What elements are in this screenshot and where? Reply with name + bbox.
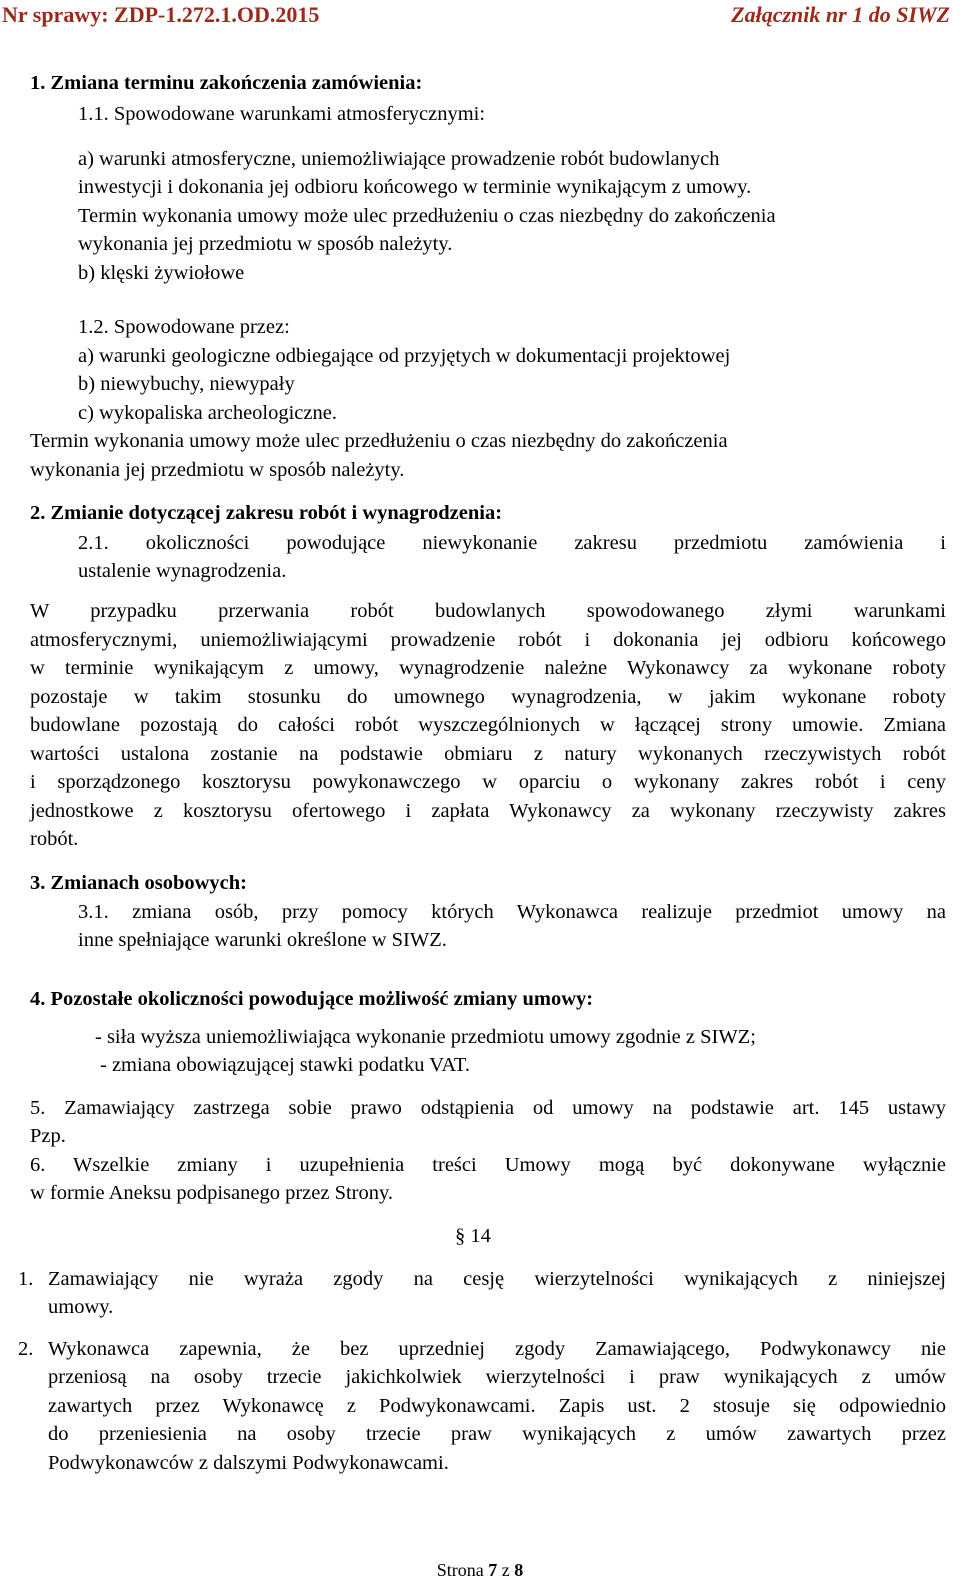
- section6-line: 6. Wszelkie zmiany i uzupełnienia treści Umowy mogą być dokonywane wyłącznie: [30, 1154, 946, 1176]
- section5-line: Pzp.: [30, 1125, 66, 1147]
- section1-heading: 1. Zmiana terminu zakończenia zamówienia:: [30, 72, 423, 94]
- paragraph14-item1-number: 1.: [18, 1268, 34, 1290]
- paragraph14-item2-number: 2.: [18, 1338, 34, 1360]
- section3-line: inne spełniające warunki określone w SIWZ.: [78, 929, 447, 951]
- section1-sub1-line: inwestycji i dokonania jej odbioru końcowego w terminie wynikającym z umowy.: [78, 176, 752, 198]
- section3-heading: 3. Zmianach osobowych:: [30, 872, 247, 894]
- section2-paragraph-line: w terminie wynikającym z umowy, wynagrodzenie należne Wykonawcy za wykonane roboty: [30, 657, 946, 679]
- section1-sub1-line: a) warunki atmosferyczne, uniemożliwiające prowadzenie robót budowlanych: [78, 148, 720, 170]
- section1-closing-line: Termin wykonania umowy może ulec przedłużeniu o czas niezbędny do zakończenia: [30, 430, 728, 452]
- section6-line: w formie Aneksu podpisanego przez Strony.: [30, 1182, 394, 1204]
- paragraph14-item2-line: do przeniesienia na osoby trzecie praw wynikających z umów zawartych przez: [48, 1423, 946, 1445]
- section1-sub2-heading: 1.2. Spowodowane przez:: [78, 316, 290, 338]
- section2-paragraph-line: jednostkowe z kosztorysu ofertowego i zapłata Wykonawcy za wykonany rzeczywisty zakres: [30, 800, 946, 822]
- section1-sub2-line: a) warunki geologiczne odbiegające od przyjętych w dokumentacji projektowej: [78, 345, 731, 367]
- section4-item: - zmiana obowiązującej stawki podatku VAT.: [100, 1054, 471, 1076]
- section2-paragraph-line: budowlane pozostają do całości robót wyszczególnionych w łączącej strony umowie. Zmiana: [30, 714, 946, 736]
- section1-sub1-line: wykonania jej przedmiotu w sposób należyty.: [78, 233, 453, 255]
- section2-sub1-line: 2.1. okoliczności powodujące niewykonanie zakresu przedmiotu zamówienia i: [78, 532, 946, 554]
- paragraph14-item2-line: zawartych przez Wykonawcę z Podwykonawcami. Zapis ust. 2 stosuje się odpowiednio: [48, 1395, 946, 1417]
- footer-current-page: 7: [488, 1560, 498, 1580]
- section1-sub2-line: c) wykopaliska archeologiczne.: [78, 402, 337, 424]
- section1-closing-line: wykonania jej przedmiotu w sposób należyty.: [30, 459, 405, 481]
- section2-paragraph-line: atmosferycznymi, uniemożliwiającymi prowadzenie robót i dokonania jej odbioru końcowego: [30, 629, 946, 651]
- section1-sub1-line: b) klęski żywiołowe: [78, 262, 245, 284]
- section1-sub2-line: b) niewybuchy, niewypały: [78, 373, 295, 395]
- footer-prefix: Strona: [436, 1560, 484, 1580]
- section1-sub1-line: Termin wykonania umowy może ulec przedłużeniu o czas niezbędny do zakończenia: [78, 205, 776, 227]
- section2-paragraph-line: i sporządzonego kosztorysu powykonawczego w oparciu o wykonany zakres robót i ceny: [30, 771, 946, 793]
- section2-paragraph-line: pozostaje w takim stosunku do umownego wynagrodzenia, w jakim wykonane roboty: [30, 686, 946, 708]
- section2-paragraph-line: W przypadku przerwania robót budowlanych spowodowanego złymi warunkami: [30, 600, 946, 622]
- paragraph14-item1-line: Zamawiający nie wyraża zgody na cesję wierzytelności wynikających z niniejszej: [48, 1268, 946, 1290]
- section3-line: 3.1. zmiana osób, przy pomocy których Wykonawca realizuje przedmiot umowy na: [78, 901, 946, 923]
- paragraph14-item1-line: umowy.: [48, 1296, 114, 1318]
- section4-item: - siła wyższa uniemożliwiająca wykonanie przedmiotu umowy zgodnie z SIWZ;: [95, 1026, 756, 1048]
- paragraph14-heading: § 14: [455, 1225, 491, 1247]
- case-number: Nr sprawy: ZDP-1.272.1.OD.2015: [2, 2, 320, 27]
- section2-paragraph-line: wartości ustalona zostanie na podstawie obmiaru z natury wykonanych rzeczywistych robót: [30, 743, 946, 765]
- paragraph14-item2-line: Podwykonawców z dalszymi Podwykonawcami.: [48, 1452, 449, 1474]
- section5-line: 5. Zamawiający zastrzega sobie prawo odstąpienia od umowy na podstawie art. 145 ustawy: [30, 1097, 946, 1119]
- attachment-label: Załącznik nr 1 do SIWZ: [731, 2, 950, 27]
- section2-sub1-line: ustalenie wynagrodzenia.: [78, 560, 287, 582]
- paragraph14-item2-line: Wykonawca zapewnia, że bez uprzedniej zgody Zamawiającego, Podwykonawcy nie: [48, 1338, 946, 1360]
- page-footer: [0, 1560, 960, 1581]
- section2-heading: 2. Zmianie dotyczącej zakresu robót i wynagrodzenia:: [30, 502, 503, 524]
- footer-separator: z: [501, 1560, 510, 1580]
- section4-heading: 4. Pozostałe okoliczności powodujące możliwość zmiany umowy:: [30, 988, 594, 1010]
- paragraph14-item2-line: przeniosą na osoby trzecie jakichkolwiek wierzytelności i praw wynikających z umów: [48, 1366, 946, 1388]
- section1-sub1-heading: 1.1. Spowodowane warunkami atmosferycznymi:: [78, 103, 486, 125]
- footer-total-pages: 8: [514, 1560, 524, 1580]
- section2-paragraph-line: robót.: [30, 828, 79, 850]
